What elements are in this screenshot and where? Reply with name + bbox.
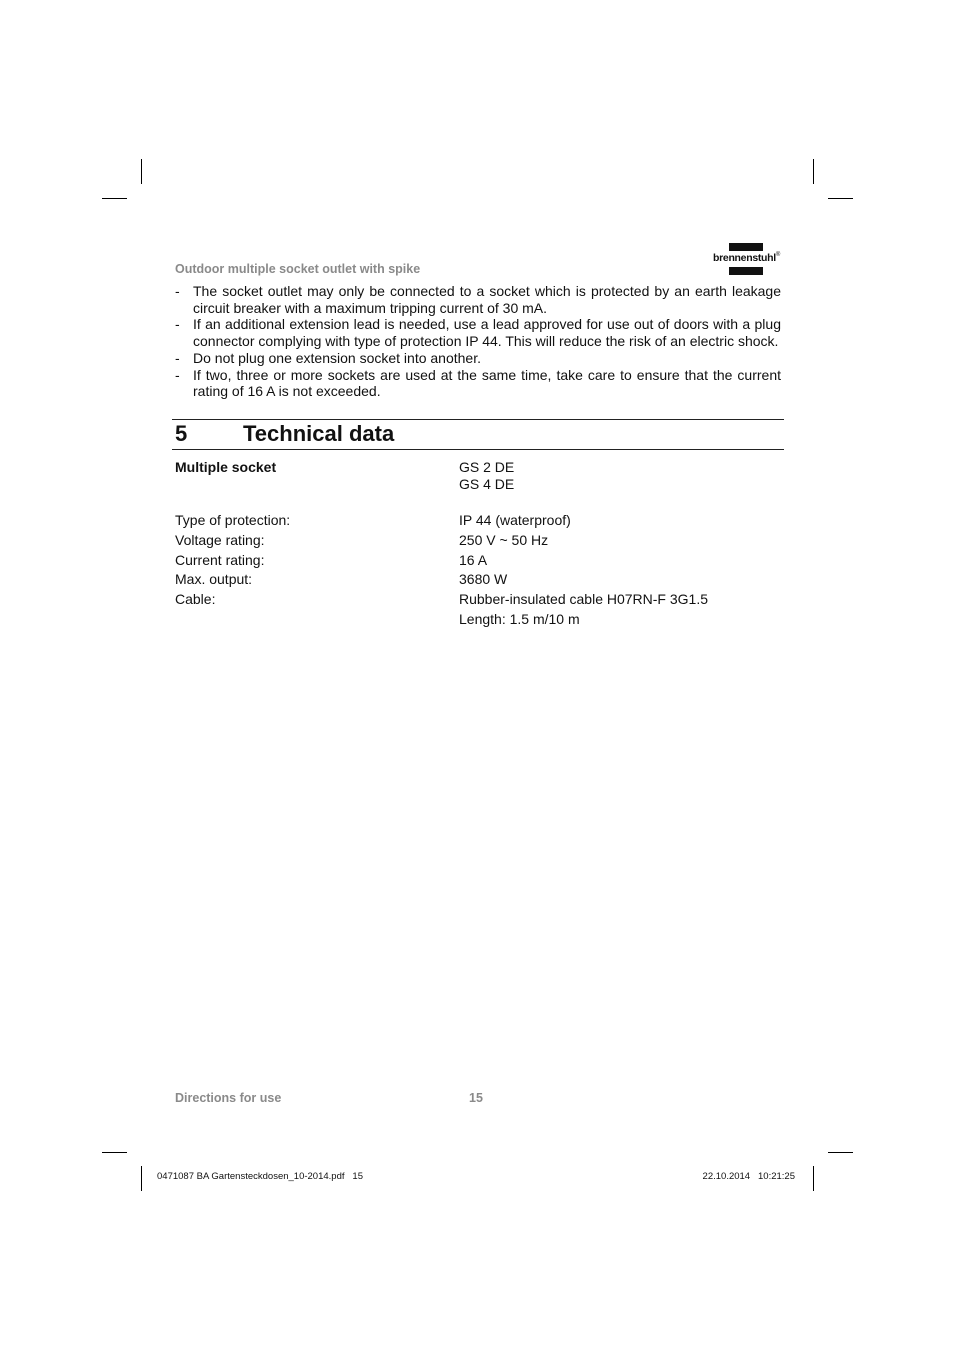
list-item xyxy=(175,350,781,367)
crop-mark xyxy=(141,1166,142,1191)
spec-label: Max. output: xyxy=(175,571,253,587)
bullet-marker: - xyxy=(175,316,180,333)
spec-value: 250 V ~ 50 Hz xyxy=(459,532,549,548)
spec-value: Length: 1.5 m/10 m xyxy=(459,611,580,627)
spec-label: Type of protection: xyxy=(175,512,291,528)
spec-label: Cable: xyxy=(175,591,216,607)
crop-mark xyxy=(813,1166,814,1191)
bullet-marker: - xyxy=(175,366,180,383)
footer-label: Directions for use xyxy=(175,1091,282,1105)
model-name: GS 4 DE xyxy=(459,476,515,492)
list-item xyxy=(175,367,781,400)
running-header: Outdoor multiple socket outlet with spike xyxy=(175,262,421,276)
spec-value: 3680 W xyxy=(459,571,508,587)
spec-value: IP 44 (waterproof) xyxy=(459,512,571,528)
list-item-text: The socket outlet may only be connected to a socket which is protected by an earth leakage circuit breaker with a maximum tripping current of 30 mA. xyxy=(193,283,781,316)
crop-mark xyxy=(141,159,142,184)
brennenstuhl-logo xyxy=(712,243,784,275)
spec-label: Voltage rating: xyxy=(175,532,265,548)
logo-text: brennenstuhl xyxy=(713,252,776,264)
list-item xyxy=(175,283,781,316)
crop-mark xyxy=(828,1152,853,1153)
safety-bullet-list xyxy=(175,283,781,400)
list-item xyxy=(175,316,781,349)
section-title: Technical data xyxy=(243,421,395,446)
section-number: 5 xyxy=(175,421,188,446)
list-item-text: If an additional extension lead is needed, use a lead approved for use out of doors with a plug connector complying with type of protection IP 44. This will reduce the risk of an electric shock. xyxy=(193,316,781,350)
crop-mark xyxy=(102,1152,127,1153)
print-datetime: 22.10.2014 10:21:25 xyxy=(702,1171,795,1182)
section-rule-bottom xyxy=(172,449,784,450)
crop-mark xyxy=(813,159,814,184)
spec-label: Current rating: xyxy=(175,552,265,568)
list-item-text: Do not plug one extension socket into another. xyxy=(193,349,481,366)
section-rule-top xyxy=(172,419,784,420)
print-file-info: 0471087 BA Gartensteckdosen_10-2014.pdf 15 xyxy=(157,1171,363,1182)
crop-mark xyxy=(102,198,127,199)
spec-value: 16 A xyxy=(459,552,488,568)
spec-heading: Multiple socket xyxy=(175,459,277,475)
logo-registered-mark: ® xyxy=(775,252,781,258)
list-item-text: If two, three or more sockets are used at the same time, take care to ensure that the current rating of 16 A is not exceeded. xyxy=(193,366,781,400)
spec-value: Rubber-insulated cable H07RN-F 3G1.5 xyxy=(459,591,709,607)
crop-mark xyxy=(828,198,853,199)
page-number: 15 xyxy=(469,1091,483,1105)
model-name: GS 2 DE xyxy=(459,459,515,475)
bullet-marker: - xyxy=(175,349,180,366)
bullet-marker: - xyxy=(175,283,180,299)
